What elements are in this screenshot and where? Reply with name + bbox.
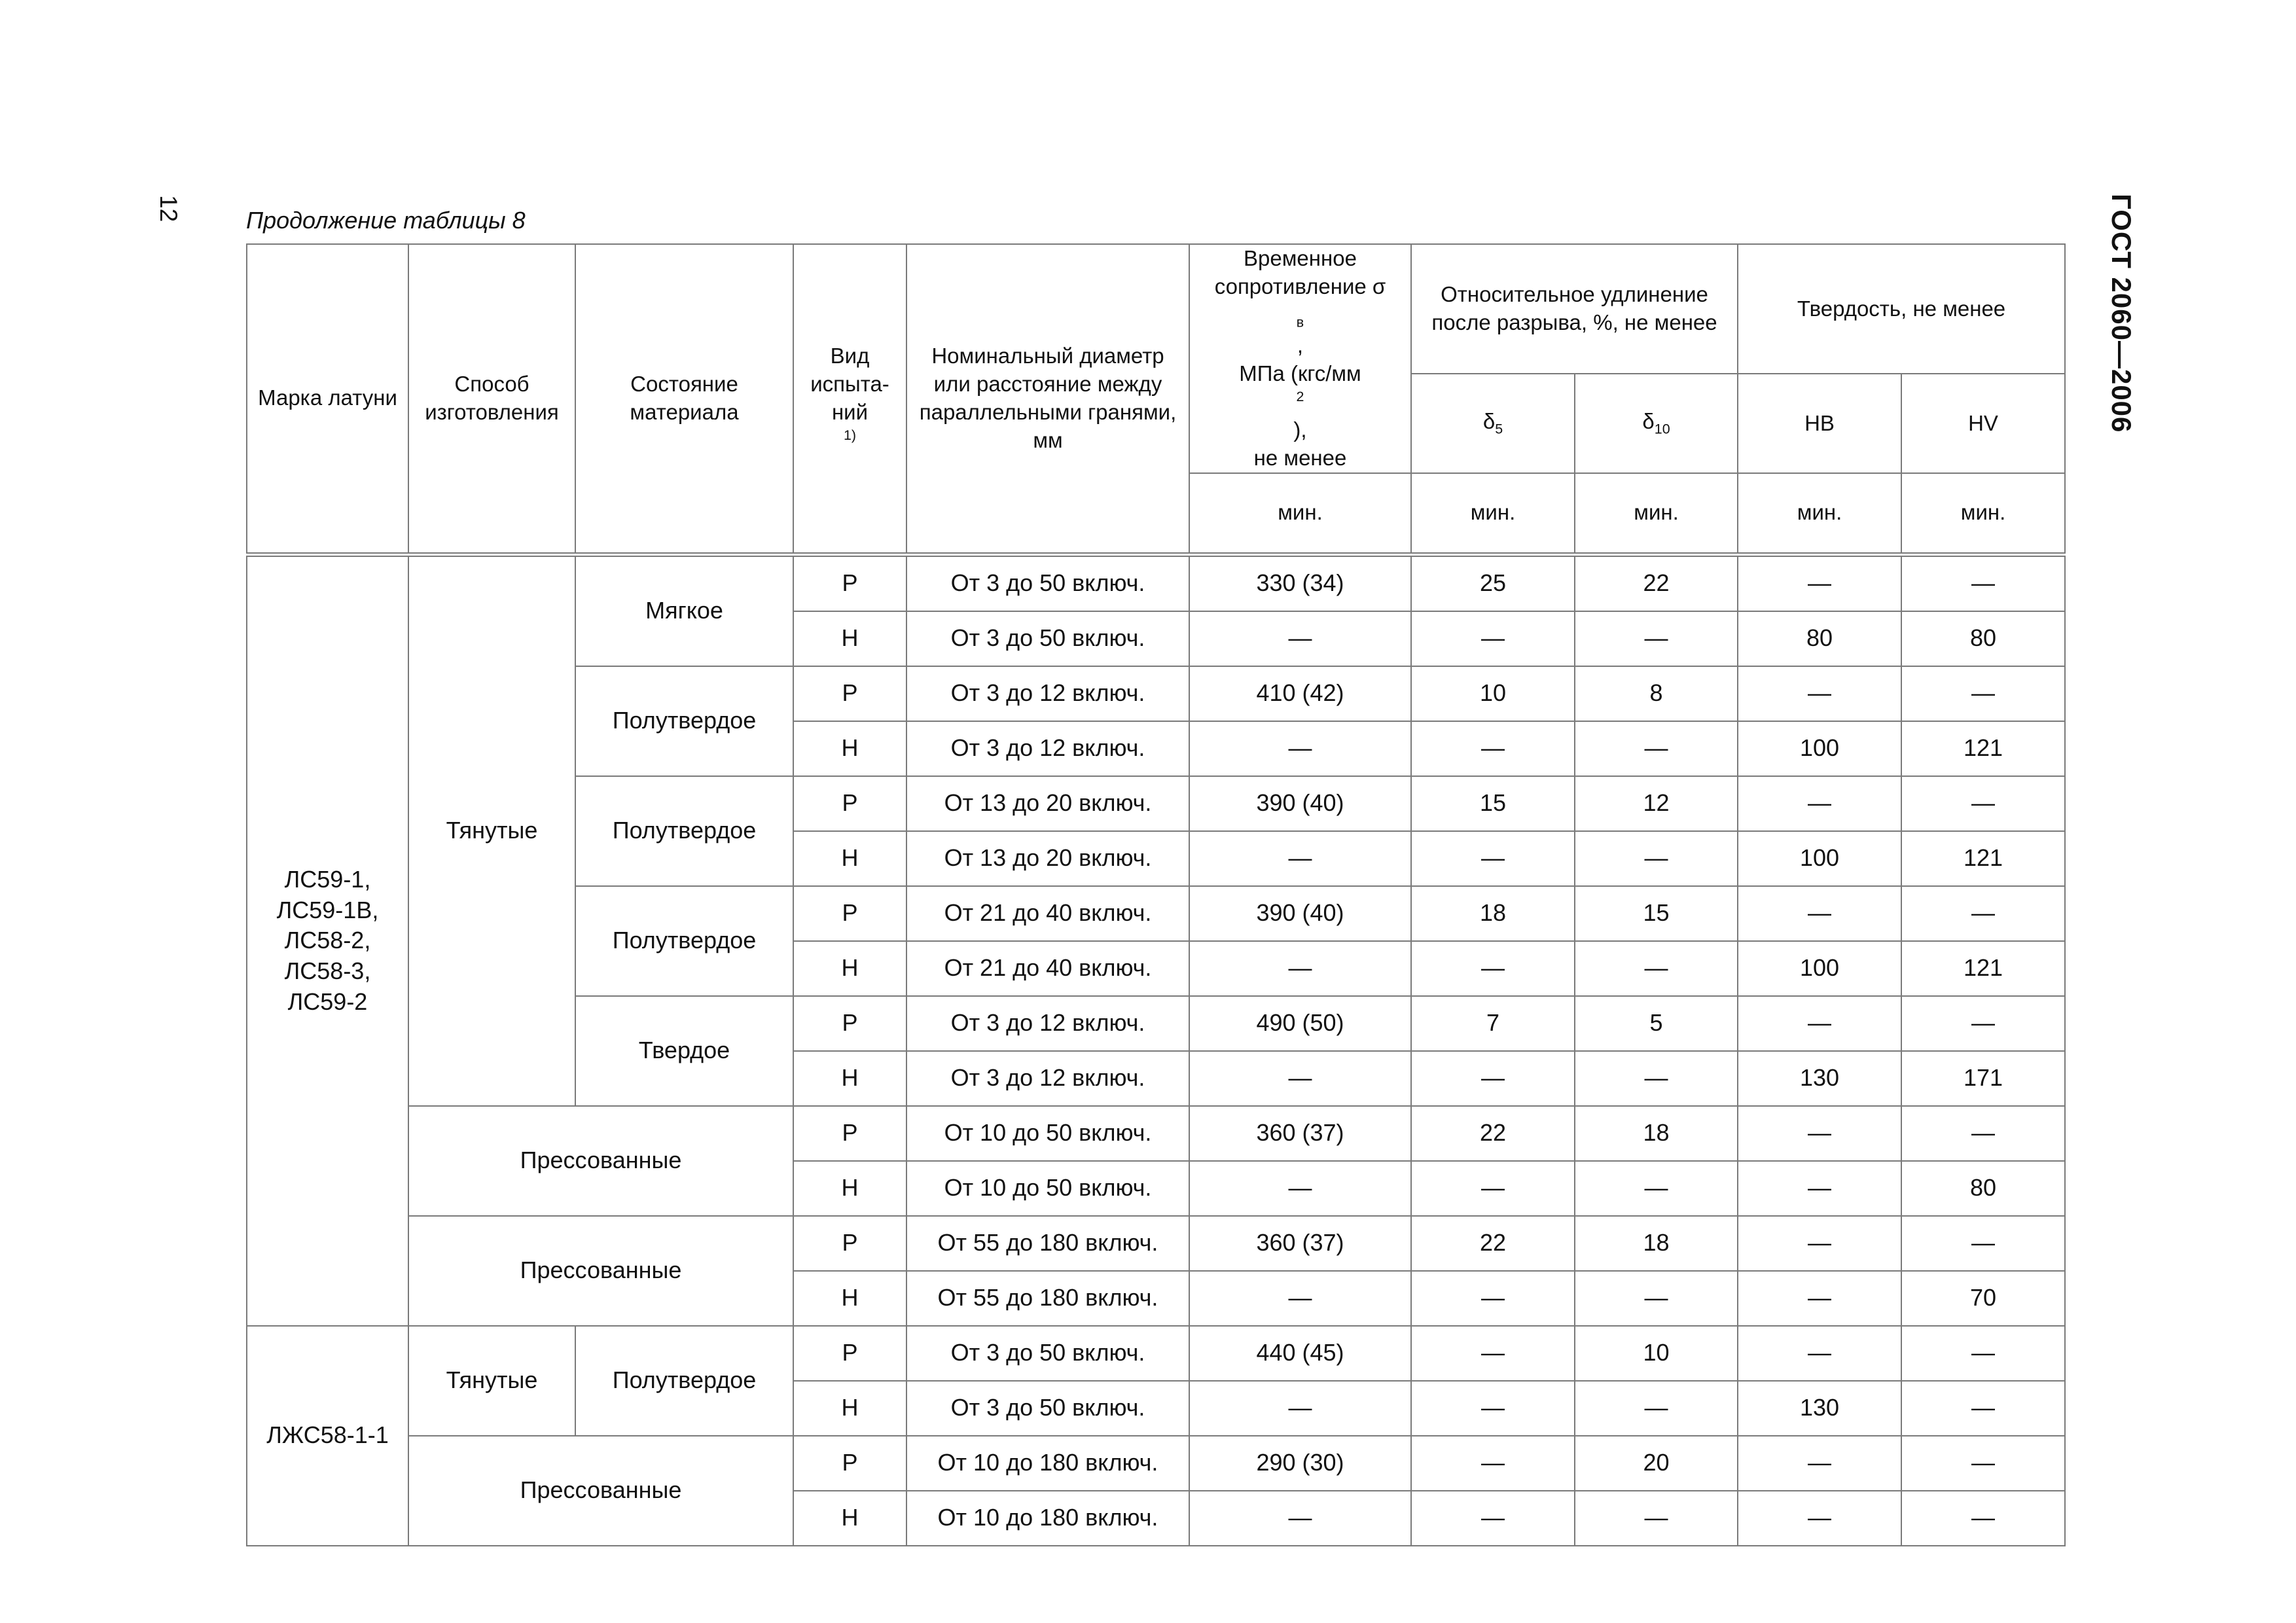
delta5-cell: 22 xyxy=(1411,1216,1575,1271)
hv-cell: — xyxy=(1901,1326,2065,1381)
hb-cell: — xyxy=(1738,1436,1901,1491)
hv-cell: 80 xyxy=(1901,611,2065,666)
size-cell: От 10 до 180 включ. xyxy=(906,1491,1189,1546)
delta10-cell: — xyxy=(1575,1271,1738,1326)
hv-cell: — xyxy=(1901,1106,2065,1161)
size-cell: От 3 до 12 включ. xyxy=(906,666,1189,721)
properties-table xyxy=(246,243,2066,1546)
strength-cell: 330 (34) xyxy=(1189,554,1411,611)
delta10-cell: 10 xyxy=(1575,1326,1738,1381)
delta10-cell: — xyxy=(1575,1161,1738,1216)
delta10-cell: — xyxy=(1575,1381,1738,1436)
hv-cell: — xyxy=(1901,666,2065,721)
delta10-cell: 15 xyxy=(1575,886,1738,941)
delta5-cell: 10 xyxy=(1411,666,1575,721)
table-row xyxy=(247,1326,2065,1381)
table-row xyxy=(247,1436,2065,1491)
strength-cell: — xyxy=(1189,1271,1411,1326)
delta5-cell: 7 xyxy=(1411,996,1575,1051)
test-cell: Р xyxy=(793,1106,906,1161)
test-cell: Р xyxy=(793,1326,906,1381)
method-cell: Прессованные xyxy=(408,1216,793,1326)
hv-cell: — xyxy=(1901,1436,2065,1491)
delta10-cell: 8 xyxy=(1575,666,1738,721)
header-hardness: Твердость, не менее xyxy=(1738,244,2065,374)
header-delta10: $\delta_{10}$ xyxy=(1575,374,1738,473)
method-cell: Прессованные xyxy=(408,1436,793,1546)
hb-cell: 130 xyxy=(1738,1381,1901,1436)
hv-cell: 70 xyxy=(1901,1271,2065,1326)
state-cell: Полутвердое xyxy=(575,666,793,776)
hv-cell: — xyxy=(1901,1491,2065,1546)
delta10-cell: 18 xyxy=(1575,1216,1738,1271)
document-code: ГОСТ 2060—2006 xyxy=(2106,194,2137,433)
test-cell: Н xyxy=(793,1161,906,1216)
strength-cell: — xyxy=(1189,831,1411,886)
hv-cell: — xyxy=(1901,554,2065,611)
strength-cell: — xyxy=(1189,1161,1411,1216)
strength-cell: 360 (37) xyxy=(1189,1216,1411,1271)
delta10-cell: — xyxy=(1575,1491,1738,1546)
header-delta5: $\delta_5$ xyxy=(1411,374,1575,473)
size-cell: От 21 до 40 включ. xyxy=(906,886,1189,941)
test-cell: Р xyxy=(793,1216,906,1271)
table-caption: Продолжение таблицы 8 xyxy=(246,207,526,234)
size-cell: От 55 до 180 включ. xyxy=(906,1216,1189,1271)
state-cell: Полутвердое xyxy=(575,776,793,886)
strength-cell: — xyxy=(1189,1051,1411,1106)
grade-cell: ЛЖС58-1-1 xyxy=(247,1326,408,1546)
delta10-cell: — xyxy=(1575,831,1738,886)
header-diameter: Номинальный диаметр или расстояние между параллельными гранями, мм xyxy=(906,244,1189,554)
hb-cell: — xyxy=(1738,1106,1901,1161)
size-cell: От 3 до 12 включ. xyxy=(906,721,1189,776)
size-cell: От 3 до 50 включ. xyxy=(906,1326,1189,1381)
table-row xyxy=(247,554,2065,611)
hb-cell: — xyxy=(1738,886,1901,941)
delta5-cell: 15 xyxy=(1411,776,1575,831)
hb-cell: — xyxy=(1738,1491,1901,1546)
table-body xyxy=(247,554,2065,1546)
delta5-cell: — xyxy=(1411,1051,1575,1106)
size-cell: От 55 до 180 включ. xyxy=(906,1271,1189,1326)
strength-cell: 410 (42) xyxy=(1189,666,1411,721)
strength-cell: — xyxy=(1189,941,1411,996)
delta5-cell: — xyxy=(1411,1271,1575,1326)
strength-cell: 390 (40) xyxy=(1189,776,1411,831)
test-cell: Н xyxy=(793,1051,906,1106)
hb-cell: — xyxy=(1738,1216,1901,1271)
test-cell: Н xyxy=(793,831,906,886)
strength-cell: — xyxy=(1189,1381,1411,1436)
delta5-cell: — xyxy=(1411,721,1575,776)
method-cell: Тянутые xyxy=(408,1326,575,1436)
delta5-cell: 25 xyxy=(1411,554,1575,611)
hv-cell: 121 xyxy=(1901,941,2065,996)
hb-cell: — xyxy=(1738,1326,1901,1381)
hb-cell: — xyxy=(1738,554,1901,611)
hv-cell: — xyxy=(1901,1216,2065,1271)
hv-cell: 171 xyxy=(1901,1051,2065,1106)
state-cell: Мягкое xyxy=(575,554,793,666)
strength-cell: 440 (45) xyxy=(1189,1326,1411,1381)
header-hv: HV xyxy=(1901,374,2065,473)
header-method: Способ изготовления xyxy=(408,244,575,554)
test-cell: Р xyxy=(793,554,906,611)
delta10-cell: — xyxy=(1575,611,1738,666)
test-cell: Р xyxy=(793,776,906,831)
hb-cell: 100 xyxy=(1738,831,1901,886)
test-cell: Р xyxy=(793,666,906,721)
delta5-cell: — xyxy=(1411,1491,1575,1546)
table-header xyxy=(247,244,2065,554)
table-row xyxy=(247,1106,2065,1161)
delta10-cell: — xyxy=(1575,1051,1738,1106)
header-strength: Временное сопротивление σ $_в$ , МПа (кгс/мм $^2$ ), не менее xyxy=(1189,244,1411,473)
size-cell: От 3 до 12 включ. xyxy=(906,996,1189,1051)
delta5-cell: 18 xyxy=(1411,886,1575,941)
strength-cell: 290 (30) xyxy=(1189,1436,1411,1491)
delta5-cell: — xyxy=(1411,941,1575,996)
grade-cell: ЛС59-1, ЛС59-1В, ЛС58-2, ЛС58-3, ЛС59-2 xyxy=(247,554,408,1326)
size-cell: От 13 до 20 включ. xyxy=(906,776,1189,831)
method-cell: Тянутые xyxy=(408,554,575,1106)
test-cell: Н xyxy=(793,941,906,996)
strength-cell: 490 (50) xyxy=(1189,996,1411,1051)
test-cell: Н xyxy=(793,1271,906,1326)
header-state: Состояние материала xyxy=(575,244,793,554)
header-min: мин. xyxy=(1189,473,1411,555)
state-cell: Полутвердое xyxy=(575,1326,793,1436)
size-cell: От 3 до 12 включ. xyxy=(906,1051,1189,1106)
delta5-cell: — xyxy=(1411,1436,1575,1491)
size-cell: От 21 до 40 включ. xyxy=(906,941,1189,996)
delta10-cell: 12 xyxy=(1575,776,1738,831)
delta10-cell: 20 xyxy=(1575,1436,1738,1491)
method-cell: Прессованные xyxy=(408,1106,793,1216)
hv-cell: 80 xyxy=(1901,1161,2065,1216)
test-cell: Н xyxy=(793,721,906,776)
hb-cell: 100 xyxy=(1738,721,1901,776)
delta5-cell: — xyxy=(1411,831,1575,886)
test-cell: Р xyxy=(793,886,906,941)
hv-cell: — xyxy=(1901,996,2065,1051)
strength-cell: — xyxy=(1189,721,1411,776)
hb-cell: — xyxy=(1738,1161,1901,1216)
header-min: мин. xyxy=(1575,473,1738,555)
hb-cell: — xyxy=(1738,666,1901,721)
header-grade: Марка латуни xyxy=(247,244,408,554)
strength-cell: 390 (40) xyxy=(1189,886,1411,941)
delta10-cell: 18 xyxy=(1575,1106,1738,1161)
hb-cell: 130 xyxy=(1738,1051,1901,1106)
hb-cell: — xyxy=(1738,1271,1901,1326)
header-elongation: Относительное удлинение после разрыва, %, не менее xyxy=(1411,244,1738,374)
delta5-cell: — xyxy=(1411,1326,1575,1381)
delta10-cell: 22 xyxy=(1575,554,1738,611)
page-number: 12 xyxy=(155,195,182,223)
hv-cell: — xyxy=(1901,776,2065,831)
test-cell: Н xyxy=(793,611,906,666)
delta5-cell: 22 xyxy=(1411,1106,1575,1161)
size-cell: От 3 до 50 включ. xyxy=(906,554,1189,611)
hb-cell: — xyxy=(1738,996,1901,1051)
hb-cell: 80 xyxy=(1738,611,1901,666)
state-cell: Полутвердое xyxy=(575,886,793,996)
delta10-cell: 5 xyxy=(1575,996,1738,1051)
test-cell: Р xyxy=(793,1436,906,1491)
header-hb: НВ xyxy=(1738,374,1901,473)
size-cell: От 10 до 50 включ. xyxy=(906,1106,1189,1161)
strength-cell: — xyxy=(1189,611,1411,666)
delta5-cell: — xyxy=(1411,611,1575,666)
delta10-cell: — xyxy=(1575,721,1738,776)
size-cell: От 13 до 20 включ. xyxy=(906,831,1189,886)
hb-cell: 100 xyxy=(1738,941,1901,996)
strength-cell: 360 (37) xyxy=(1189,1106,1411,1161)
hb-cell: — xyxy=(1738,776,1901,831)
hv-cell: 121 xyxy=(1901,721,2065,776)
table-row xyxy=(247,1216,2065,1271)
test-cell: Р xyxy=(793,996,906,1051)
header-min: мин. xyxy=(1411,473,1575,555)
hv-cell: — xyxy=(1901,886,2065,941)
size-cell: От 3 до 50 включ. xyxy=(906,611,1189,666)
header-min: мин. xyxy=(1738,473,1901,555)
test-cell: Н xyxy=(793,1381,906,1436)
state-cell: Твердое xyxy=(575,996,793,1106)
size-cell: От 10 до 180 включ. xyxy=(906,1436,1189,1491)
header-test-type: Вид испыта- ний $^{1)}$ xyxy=(793,244,906,554)
delta5-cell: — xyxy=(1411,1161,1575,1216)
size-cell: От 10 до 50 включ. xyxy=(906,1161,1189,1216)
strength-cell: — xyxy=(1189,1491,1411,1546)
header-min: мин. xyxy=(1901,473,2065,555)
delta10-cell: — xyxy=(1575,941,1738,996)
delta5-cell: — xyxy=(1411,1381,1575,1436)
hv-cell: — xyxy=(1901,1381,2065,1436)
test-cell: Н xyxy=(793,1491,906,1546)
size-cell: От 3 до 50 включ. xyxy=(906,1381,1189,1436)
hv-cell: 121 xyxy=(1901,831,2065,886)
